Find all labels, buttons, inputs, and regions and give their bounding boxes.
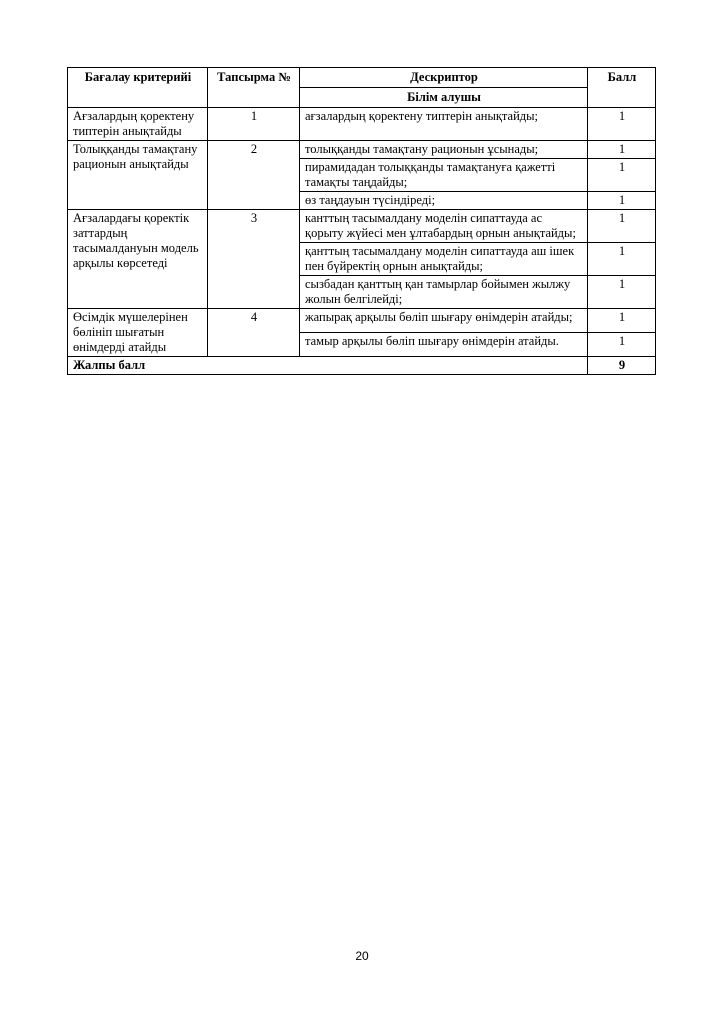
score-cell: 1 (588, 309, 656, 333)
descriptor-cell: сызбадан қанттың қан тамырлар бойымен жылжу жолын белгілейді; (300, 276, 588, 309)
table-row (68, 141, 656, 159)
assessment-rubric-table (67, 67, 656, 375)
total-label: Жалпы балл (68, 357, 588, 375)
descriptor-cell: канттың тасымалдану моделін сипаттауда ас қорыту жүйесі мен ұлтабардың орнын анықтайды; (300, 210, 588, 243)
table-row (68, 309, 656, 333)
total-row (68, 357, 656, 375)
score-cell: 1 (588, 192, 656, 210)
header-score: Балл (588, 68, 656, 108)
score-cell: 1 (588, 141, 656, 159)
total-score: 9 (588, 357, 656, 375)
table-row (68, 108, 656, 141)
criterion-cell: Ағзалардың қоректену типтерін анықтайды (68, 108, 208, 141)
task-number-cell: 2 (208, 141, 300, 210)
criterion-cell: Толыққанды тамақтану рационын анықтайды (68, 141, 208, 210)
criterion-cell: Ағзалардағы қоректік заттардың тасымалдануын модель арқылы көрсетеді (68, 210, 208, 309)
task-number-cell: 3 (208, 210, 300, 309)
rubric-body (68, 108, 656, 375)
criterion-cell: Өсімдік мүшелерінен бөлініп шығатын өнімдерді атайды (68, 309, 208, 357)
header-criterion: Бағалау критерийі (68, 68, 208, 108)
score-cell: 1 (588, 333, 656, 357)
descriptor-cell: ағзалардың қоректену типтерін анықтайды; (300, 108, 588, 141)
score-cell: 1 (588, 108, 656, 141)
descriptor-cell: тамыр арқылы бөліп шығару өнімдерін атайды. (300, 333, 588, 357)
descriptor-cell: қанттың тасымалдану моделін сипаттауда аш ішек пен бүйректің орнын анықтайды; (300, 243, 588, 276)
header-learner: Білім алушы (300, 88, 588, 108)
header-row (68, 68, 656, 88)
task-number-cell: 1 (208, 108, 300, 141)
score-cell: 1 (588, 210, 656, 243)
score-cell: 1 (588, 276, 656, 309)
task-number-cell: 4 (208, 309, 300, 357)
score-cell: 1 (588, 243, 656, 276)
page-number: 20 (355, 949, 369, 963)
header-descriptor: Дескриптор (300, 68, 588, 88)
descriptor-cell: жапырақ арқылы бөліп шығару өнімдерін атайды; (300, 309, 588, 333)
table-row (68, 210, 656, 243)
score-cell: 1 (588, 159, 656, 192)
header-task: Тапсырма № (208, 68, 300, 108)
descriptor-cell: толыққанды тамақтану рационын ұсынады; (300, 141, 588, 159)
descriptor-cell: өз таңдауын түсіндіреді; (300, 192, 588, 210)
descriptor-cell: пирамидадан толыққанды тамақтануға қажетті тамақты таңдайды; (300, 159, 588, 192)
